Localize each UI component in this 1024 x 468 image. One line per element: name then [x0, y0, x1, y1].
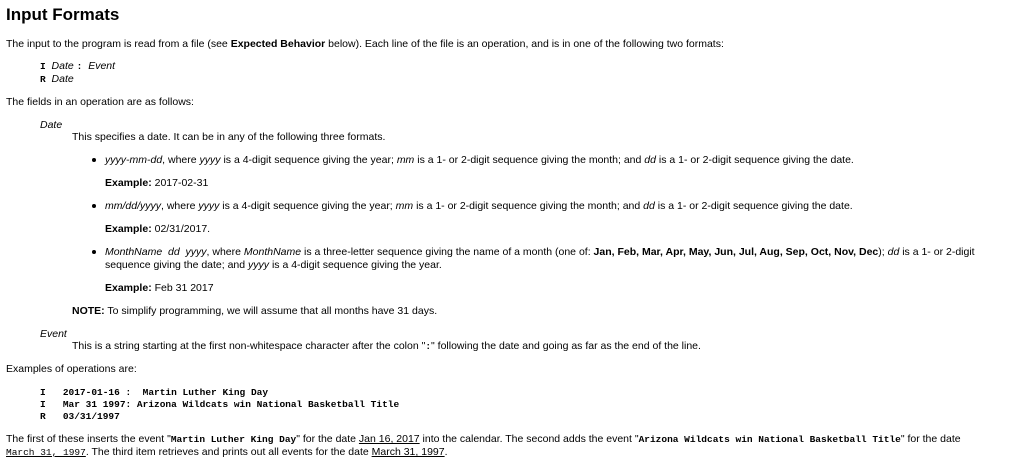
closing-paragraph	[6, 433, 961, 445]
closing-event: Martin Luther King Day	[170, 434, 297, 445]
date-format-item	[105, 246, 975, 258]
closing-date: Jan 16, 2017	[358, 433, 420, 445]
closing-text: The first of these inserts the event "	[6, 433, 171, 445]
closing-date: March 31, 1997	[371, 446, 445, 458]
closing-event: Arizona Wildcats win National Basketball Title	[638, 434, 901, 445]
bullet-icon	[92, 158, 96, 162]
item-text: , where	[162, 154, 200, 166]
intro-text-end: below). Each line of the file is an operation, and is in one of the following two formats:	[325, 38, 724, 50]
op-text: Mar 31 1997: Arizona Wildcats win National Basketball Title	[62, 399, 400, 410]
item-text: sequence giving the date; and	[105, 259, 249, 271]
example-value: Feb 31 2017	[151, 282, 214, 294]
format-code: R	[40, 74, 46, 85]
item-text: , where	[206, 246, 244, 258]
format-code: I	[40, 61, 46, 72]
format-name: mm/dd/yyyy	[105, 200, 162, 212]
date-description: This specifies a date. It can be in any of the following three formats.	[72, 131, 386, 143]
closing-text: into the calendar. The second adds the event "	[419, 433, 639, 445]
op-text: 2017-01-16 : Martin Luther King Day	[62, 387, 269, 398]
example-op	[40, 387, 268, 398]
event-text: " following the date and going as far as the end of the line.	[431, 340, 701, 352]
examples-intro: Examples of operations are:	[6, 363, 137, 375]
example-op	[40, 411, 120, 422]
event-description	[72, 340, 701, 352]
example-label: Example:	[105, 177, 152, 189]
op-code: I	[40, 387, 46, 398]
bullet-icon	[92, 250, 96, 254]
closing-date: March 31, 1997	[6, 447, 86, 458]
format-date: Date	[51, 73, 74, 85]
example-label: Example:	[105, 223, 152, 235]
item-var: mm	[395, 200, 414, 212]
item-text: is a 1- or 2-digit sequence giving the date.	[655, 154, 854, 166]
op-code: I	[40, 399, 46, 410]
date-term: Date	[40, 119, 63, 131]
example-line	[105, 177, 208, 189]
item-text: is a 1- or 2-digit	[899, 246, 975, 258]
event-term: Event	[40, 328, 67, 340]
example-value: 02/31/2017.	[151, 223, 211, 235]
example-label: Example:	[105, 282, 152, 294]
closing-text: . The third item retrieves and prints out all events for the date	[85, 446, 372, 458]
fields-intro: The fields in an operation are as follows:	[6, 96, 194, 108]
item-text: is a 4-digit sequence giving the year;	[219, 200, 396, 212]
note-text: To simplify programming, we will assume that all months have 31 days.	[104, 305, 438, 317]
item-var: yyyy	[248, 259, 270, 271]
example-value: 2017-02-31	[151, 177, 209, 189]
format-line-retrieve	[40, 73, 74, 85]
item-text: );	[878, 246, 888, 258]
closing-text: " for the date	[900, 433, 961, 445]
item-text: is a 4-digit sequence giving the year.	[269, 259, 442, 271]
item-var: mm	[396, 154, 415, 166]
format-event: Event	[88, 60, 116, 72]
item-var: dd	[644, 154, 656, 166]
intro-paragraph	[6, 38, 724, 50]
note-label: NOTE:	[72, 305, 105, 317]
date-format-item	[105, 154, 854, 166]
format-name: yyyy-mm-dd	[105, 154, 163, 166]
date-format-item-cont	[105, 259, 442, 271]
format-name: MonthName dd yyyy	[105, 246, 207, 258]
event-text: This is a string starting at the first non-whitespace character after the colon "	[72, 340, 426, 352]
format-date: Date	[51, 60, 74, 72]
note	[72, 305, 437, 317]
item-text: is a 1- or 2-digit sequence giving the month; and	[414, 154, 645, 166]
format-line-insert	[40, 60, 115, 72]
item-var: dd	[643, 200, 655, 212]
format-colon: :	[76, 61, 83, 72]
bullet-icon	[92, 204, 96, 208]
date-format-item	[105, 200, 853, 212]
item-text: is a 4-digit sequence giving the year;	[220, 154, 397, 166]
item-text: is a 1- or 2-digit sequence giving the date.	[654, 200, 853, 212]
item-var: MonthName	[243, 246, 302, 258]
intro-text: The input to the program is read from a file (see	[6, 38, 231, 50]
item-text: , where	[161, 200, 199, 212]
op-text: 03/31/1997	[62, 411, 120, 422]
item-text: is a three-letter sequence giving the name of a month (one of:	[301, 246, 594, 258]
item-var: dd	[887, 246, 900, 258]
event-colon: :	[425, 341, 432, 352]
page-title: Input Formats	[6, 5, 120, 24]
month-list: Jan, Feb, Mar, Apr, May, Jun, Jul, Aug, Sep, Oct, Nov, Dec	[593, 246, 879, 258]
example-op	[40, 399, 399, 410]
closing-text: " for the date	[296, 433, 359, 445]
closing-paragraph-cont	[6, 446, 448, 458]
closing-text: .	[444, 446, 448, 458]
op-code: R	[40, 411, 46, 422]
example-line	[105, 223, 210, 235]
intro-bold: Expected Behavior	[230, 38, 326, 50]
item-var: yyyy	[198, 200, 220, 212]
example-line	[105, 282, 214, 294]
item-text: is a 1- or 2-digit sequence giving the month; and	[413, 200, 644, 212]
item-var: yyyy	[199, 154, 221, 166]
